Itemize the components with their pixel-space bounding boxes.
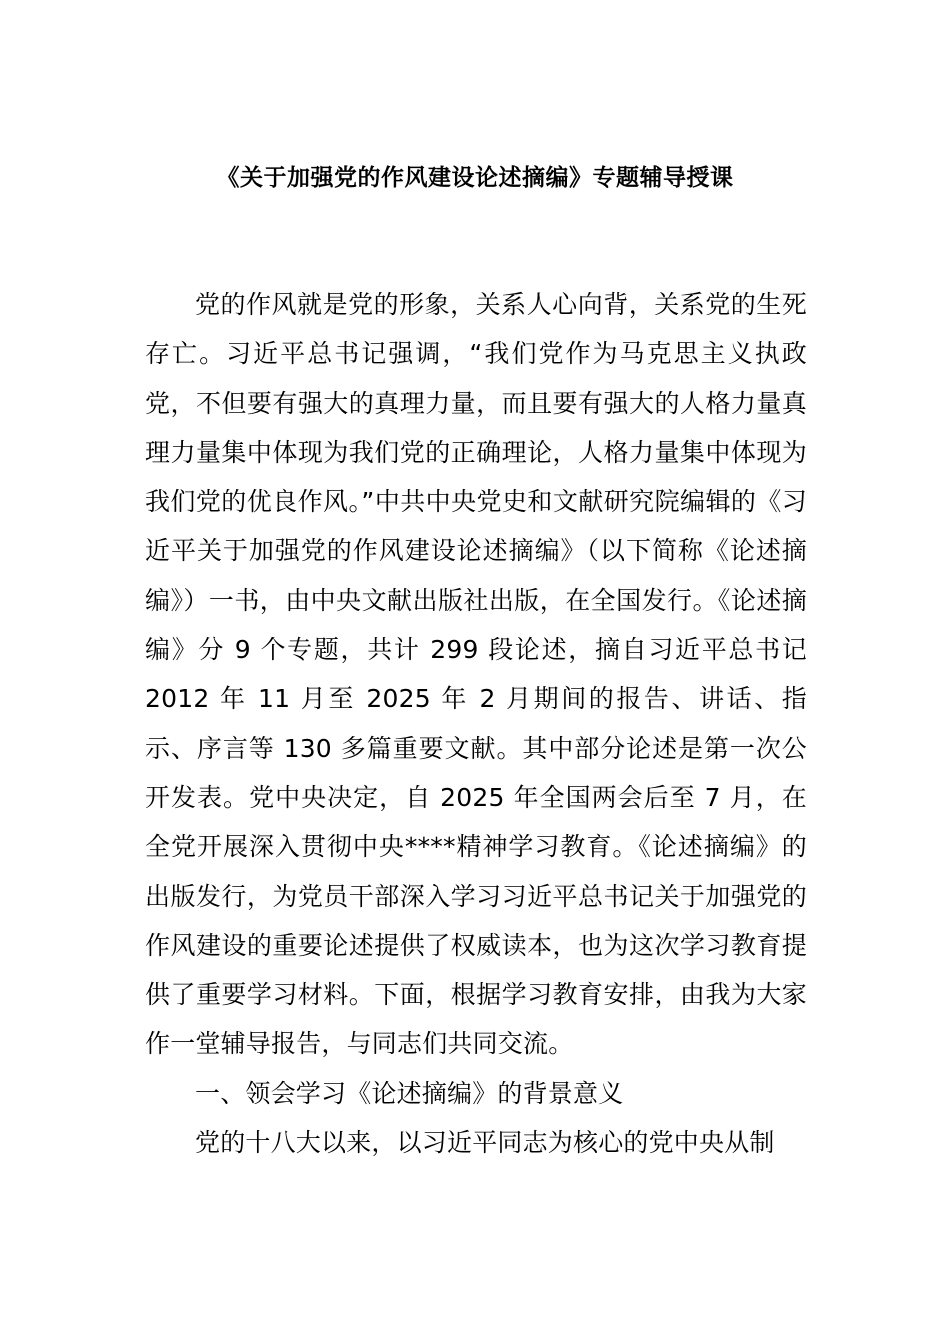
section-1-paragraph: 党的十八大以来，以习近平同志为核心的党中央从制 (195, 1128, 775, 1158)
section-heading-1: 一、领会学习《论述摘编》的背景意义 (195, 1078, 624, 1108)
intro-paragraph: 党的作风就是党的形象，关系人心向背，关系党的生死存亡。习近平总书记强调，“我们党作为马克思主义执政党，不但要有强大的真理力量，而且要有强大的人格力量真理力量集中体现为我们党的正确理论，人格力量集中体现为我们党的优良作风。”中共中央党史和文献研究院编辑的《习近平关于加强党的作风建设论述摘编》（以下简称《论述摘编》）一书，由中央文献出版社出版，在全国发行。《论述摘编》分 9 个专题，共计 299 段论述，摘自习近平总书记 2012 年 11 月至 2025 年 2 月期间的报告、讲话、指示、序言等 130 多篇重要文献。其中部分论述是第一次公开发表。党中央决定，自 2025 年全国两会后至 7 月，在全党开展深入贯彻中央****精神学习教育。《论述摘编》的出版发行，为党员干部深入学习习近平总书记关于加强党的作风建设的重要论述提供了权威读本，也为这次学习教育提供了重要学习材料。下面，根据学习教育安排，由我为大家作一堂辅导报告，与同志们共同交流。 (145, 290, 807, 1059)
document-title: 《关于加强党的作风建设论述摘编》专题辅导授课 (216, 165, 734, 191)
document-body (145, 280, 807, 1167)
